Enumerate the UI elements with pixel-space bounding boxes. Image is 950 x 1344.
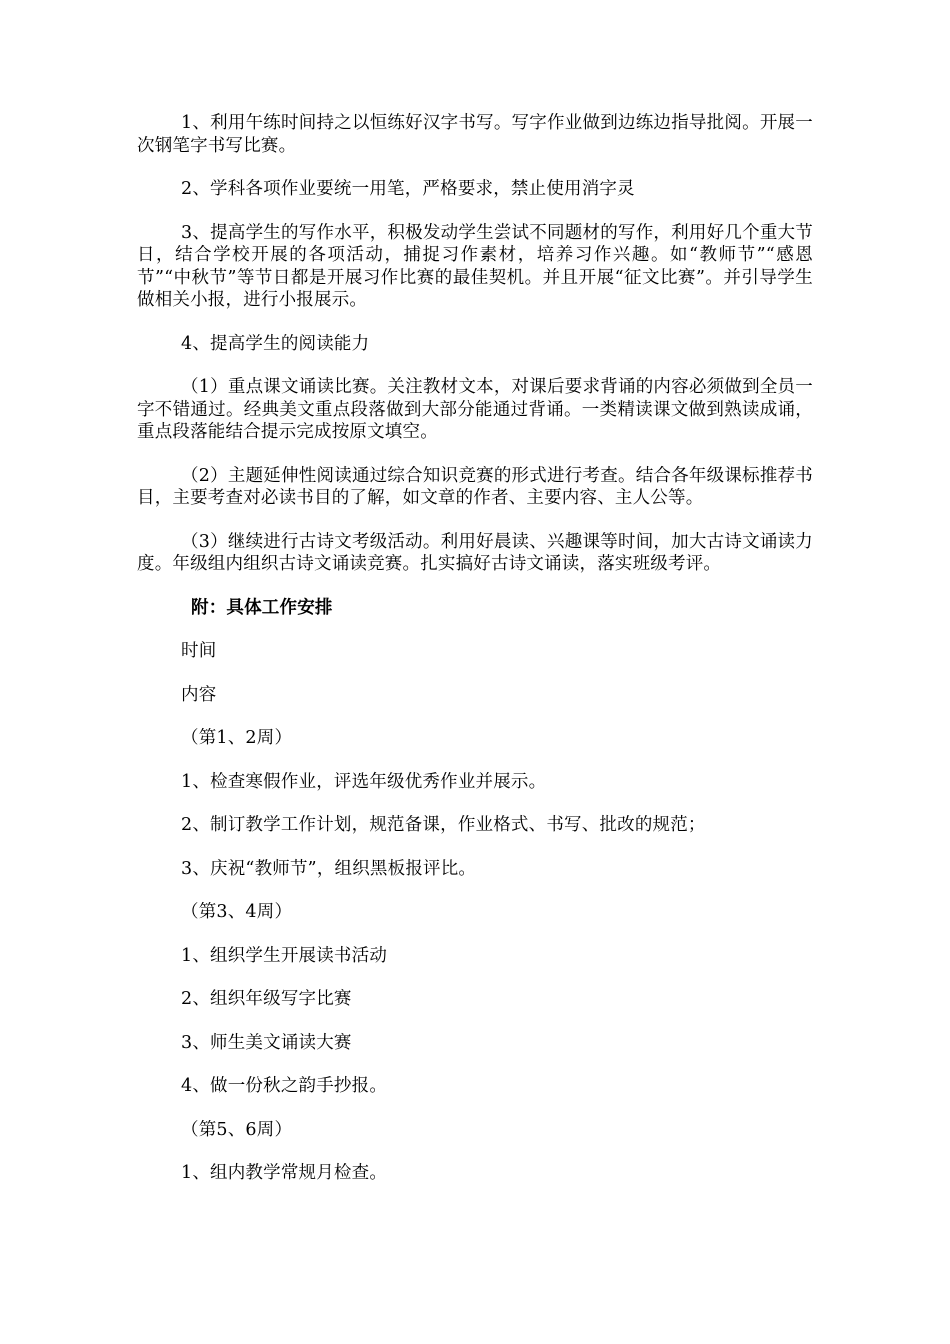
- paragraph-reading-ability: 4、提高学生的阅读能力: [181, 333, 370, 354]
- schedule-item: 1、组内教学常规月检查。: [181, 1163, 388, 1183]
- schedule-week-3-4: （第3、4周）: [181, 902, 293, 922]
- paragraph-writing-level: 3、提高学生的写作水平，积极发动学生尝试不同题材的写作，利用好几个重大节日，结合学校开展的各项活动，捕捉习作素材，培养习作兴趣。如“教师节”“感恩节”“中秋节”等节日都是开展习作比赛的最佳契机。并且开展“征文比赛”。并引导学生做相关小报，进行小报展示。: [137, 222, 813, 310]
- schedule-header-content: 内容: [181, 684, 217, 705]
- paragraph-theme-reading: （2）主题延伸性阅读通过综合知识竞赛的形式进行考查。结合各年级课标推荐书目，主要考查对必读书目的了解，如文章的作者、主要内容、主人公等。: [137, 465, 813, 508]
- schedule-item: 1、检查寒假作业，评选年级优秀作业并展示。: [181, 771, 547, 792]
- schedule-item: 4、做一份秋之韵手抄报。: [181, 1076, 388, 1096]
- paragraph-classical-poetry: （3）继续进行古诗文考级活动。利用好晨读、兴趣课等时间，加大古诗文诵读力度。年级组内组织古诗文诵读竞赛。扎实搞好古诗文诵读，落实班级考评。: [137, 531, 813, 574]
- schedule-item: 3、庆祝“教师节”，组织黑板报评比。: [181, 858, 477, 879]
- paragraph-recitation-contest: （1）重点课文诵读比赛。关注教材文本，对课后要求背诵的内容必须做到全员一字不错通过。经典美文重点段落做到大部分能通过背诵。一类精读课文做到熟读成诵，重点段落能结合提示完成按原文填空。: [137, 377, 813, 442]
- paragraph-handwriting: 1、利用午练时间持之以恒练好汉字书写。写字作业做到边练边指导批阅。开展一次钢笔字书写比赛。: [137, 113, 813, 156]
- document-page: [137, 112, 813, 1185]
- schedule-header-time: 时间: [181, 641, 217, 661]
- schedule-item: 1、组织学生开展读书活动: [181, 945, 388, 966]
- appendix-title: 附：具体工作安排: [191, 597, 333, 618]
- paragraph-homework-pen: 2、学科各项作业要统一用笔，严格要求，禁止使用消字灵: [181, 179, 635, 199]
- schedule-item: 2、制订教学工作计划，规范备课，作业格式、书写、批改的规范；: [181, 815, 706, 835]
- schedule-week-1-2: （第1、2周）: [181, 728, 293, 748]
- schedule-item: 3、师生美文诵读大赛: [181, 1032, 352, 1053]
- schedule-item: 2、组织年级写字比赛: [181, 989, 352, 1009]
- schedule-week-5-6: （第5、6周）: [181, 1119, 293, 1140]
